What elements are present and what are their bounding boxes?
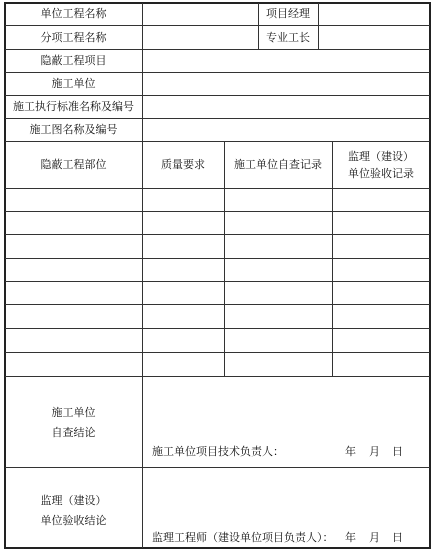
- rule-h: [5, 188, 430, 189]
- rule-v-table-quality: [224, 141, 225, 376]
- acceptance-signer: 监理工程师（建设单位项目负责人）：: [152, 531, 334, 544]
- rule-h: [5, 141, 430, 142]
- rule-h: [5, 467, 430, 468]
- rule-h: [5, 281, 430, 282]
- rule-h: [5, 328, 430, 329]
- hidden-work-item-label: 隐蔽工程项目: [40, 54, 107, 67]
- unit-project-name-label: 单位工程名称: [40, 7, 107, 20]
- standard-name-number-label: 施工执行标准名称及编号: [13, 100, 134, 113]
- project-manager-label: 项目经理: [266, 7, 310, 20]
- acceptance-label-line2: 单位验收结论: [40, 514, 107, 527]
- rule-h: [5, 49, 430, 50]
- rule-h: [5, 258, 430, 259]
- self-check-signer: 施工单位项目技术负责人：: [152, 445, 284, 458]
- self-check-day: 日: [392, 445, 403, 458]
- col-header-location: 隐蔽工程部位: [40, 158, 107, 171]
- col-header-supervision-line2: 单位验收记录: [348, 167, 414, 180]
- rule-h: [5, 72, 430, 73]
- rule-h: [5, 352, 430, 353]
- col-header-quality: 质量要求: [161, 158, 205, 171]
- rule-h: [5, 25, 430, 26]
- professional-foreman-label: 专业工长: [266, 31, 310, 44]
- acceptance-month: 月: [369, 531, 380, 544]
- rule-v-label: [142, 3, 143, 548]
- rule-h: [5, 234, 430, 235]
- sub-project-name-label: 分项工程名称: [40, 31, 107, 44]
- acceptance-label-line1: 监理（建设）: [40, 494, 107, 507]
- self-check-label-line1: 施工单位: [51, 406, 96, 419]
- rule-h: [5, 118, 430, 119]
- rule-h: [5, 376, 430, 377]
- rule-h: [5, 211, 430, 212]
- self-check-month: 月: [369, 445, 380, 458]
- rule-v-header-right: [318, 3, 319, 49]
- rule-h: [5, 95, 430, 96]
- rule-h: [5, 304, 430, 305]
- acceptance-day: 日: [392, 531, 403, 544]
- drawing-name-number-label: 施工图名称及编号: [29, 123, 118, 136]
- self-check-year: 年: [345, 445, 356, 458]
- col-header-supervision-line1: 监理（建设）: [348, 150, 414, 163]
- col-header-self-check: 施工单位自查记录: [234, 158, 322, 171]
- acceptance-year: 年: [345, 531, 356, 544]
- construction-unit-label: 施工单位: [51, 77, 96, 90]
- self-check-label-line2: 自查结论: [51, 426, 96, 439]
